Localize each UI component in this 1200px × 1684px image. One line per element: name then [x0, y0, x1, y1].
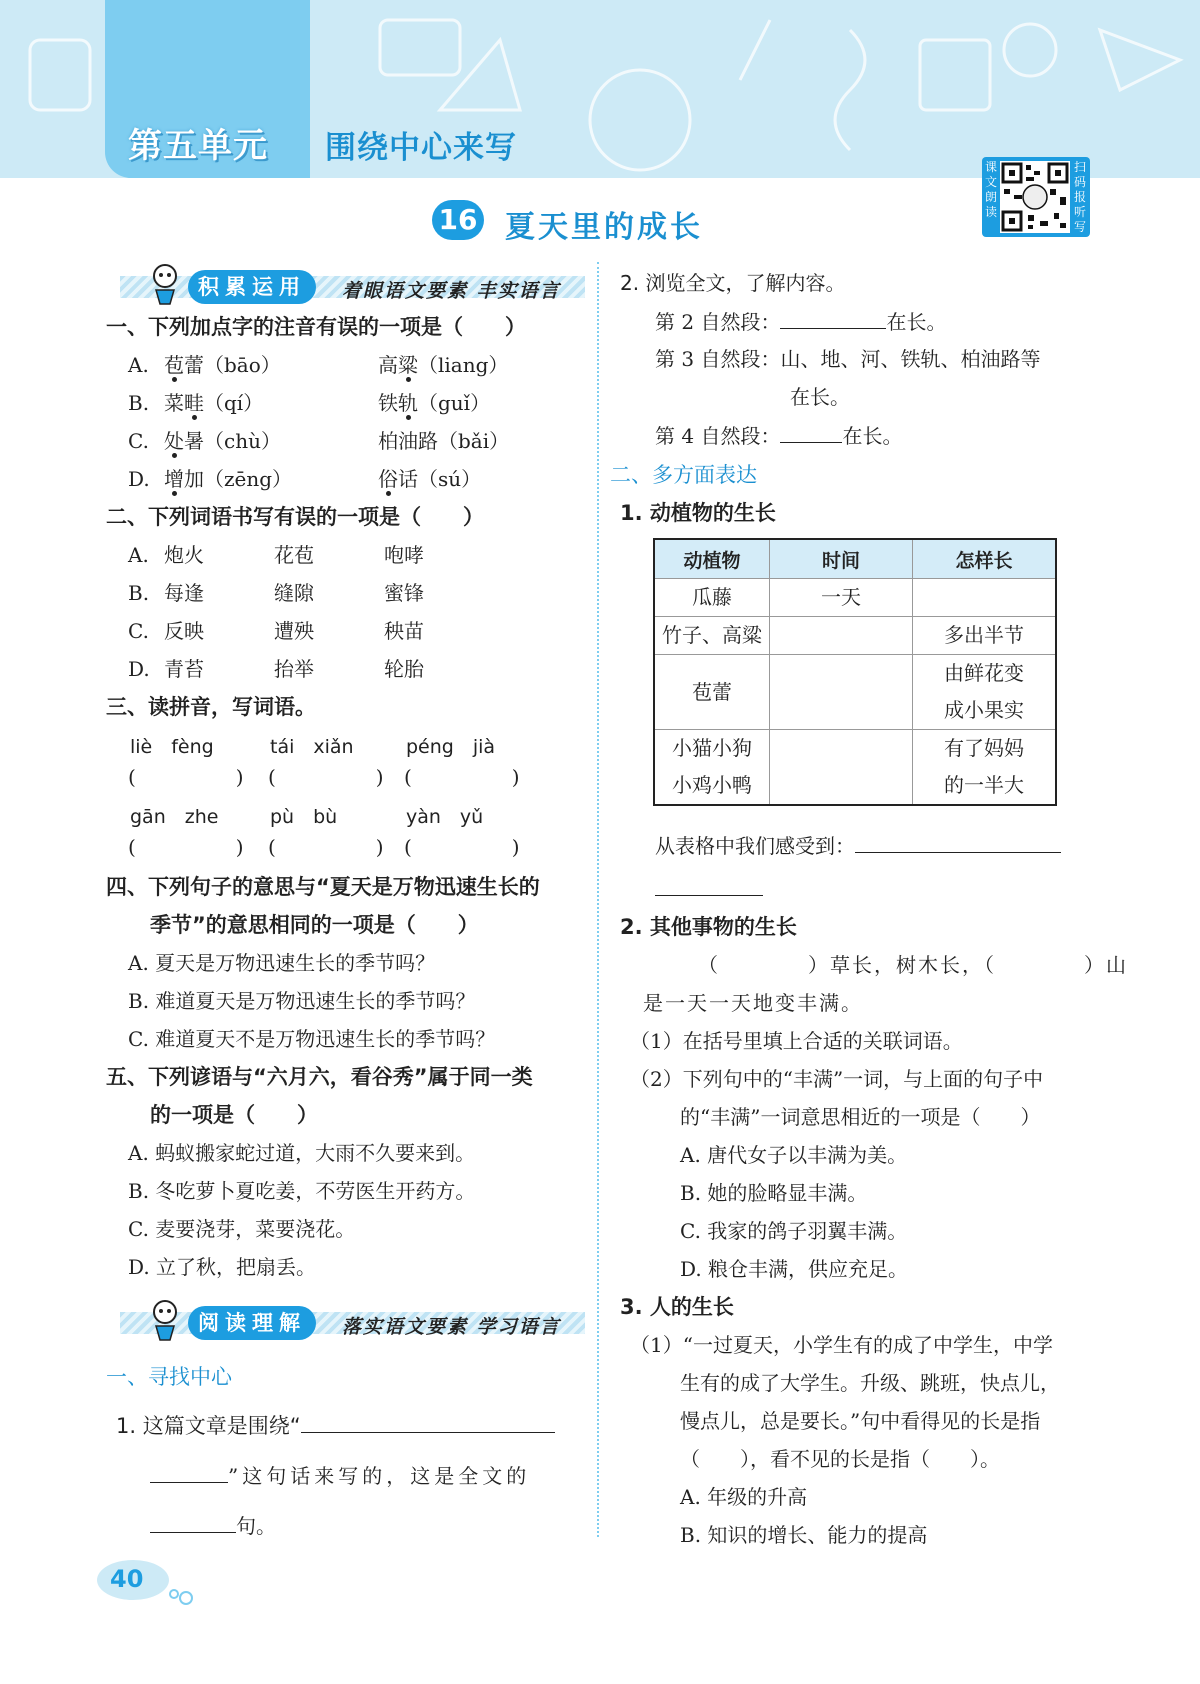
answer-parentheses[interactable]: ( ): [268, 765, 384, 789]
q1-title: 一、下列加点字的注音有误的一项是（ ）: [106, 315, 526, 339]
q5-title-line2: 的一项是（ ）: [150, 1103, 318, 1127]
table-row: [654, 655, 1056, 730]
r2-para3-line1: 第 3 自然段：山、地、河、铁轨、柏油路等: [655, 347, 1041, 371]
r1-blank-1[interactable]: [301, 1410, 555, 1433]
q2-option[interactable]: [128, 578, 424, 608]
mascot-icon: [148, 264, 182, 308]
option-word: 咆哮: [384, 543, 424, 567]
option-letter: C.: [128, 429, 149, 453]
unit-title: 第五单元: [128, 126, 268, 166]
q2-option[interactable]: [128, 540, 424, 570]
option-word: 反映: [164, 619, 204, 643]
answer-parentheses[interactable]: ( ): [128, 835, 244, 859]
option-word: 每逢: [164, 581, 204, 605]
table-cell[interactable]: [770, 730, 913, 806]
banner-motto: 着眼语文要素 丰实语言: [342, 280, 561, 302]
table-header-cell: 动植物: [654, 539, 770, 579]
answer-parentheses[interactable]: ( ): [268, 835, 384, 859]
dotted-char: 畦: [184, 391, 204, 415]
q2-title: 二、下列词语书写有误的一项是（ ）: [106, 505, 484, 529]
s2-option[interactable]: C. 我家的鸽子羽翼丰满。: [680, 1219, 908, 1243]
table-cell[interactable]: [770, 617, 913, 655]
table-feel-line: 从表格中我们感受到：: [655, 830, 1061, 861]
r2-blank-para4[interactable]: [780, 420, 842, 443]
q3-title: 三、读拼音，写词语。: [106, 695, 316, 719]
dotted-char: 苞: [164, 353, 184, 377]
q5-title-line1: 五、下列谚语与“六月六，看谷秀”属于同一类: [106, 1065, 533, 1089]
q5-option[interactable]: A. 蚂蚁搬家蛇过道，大雨不久要来到。: [128, 1141, 476, 1165]
table-cell: 竹子、高粱: [654, 617, 770, 655]
q4-option[interactable]: A. 夏天是万物迅速生长的季节吗？: [128, 951, 436, 975]
column-divider: [597, 262, 599, 1537]
reading-sec2-title: 二、多方面表达: [610, 463, 757, 487]
book-doodle: [380, 20, 460, 75]
option-word: 炮火: [164, 543, 204, 567]
option-word-1: 苞蕾（bāo）: [164, 353, 281, 377]
pinyin-item: tái xiǎn: [270, 736, 354, 758]
lesson-title: 夏天里的成长: [505, 210, 703, 245]
table-row: [654, 617, 1056, 655]
dotted-char: 增: [164, 467, 184, 491]
dotted-char: 轨: [398, 391, 418, 415]
q4-title-line2: 季节”的意思相同的一项是（ ）: [150, 913, 479, 937]
q1-option[interactable]: [128, 426, 509, 456]
growth-table: [653, 538, 1057, 806]
unit-subtitle: 围绕中心来写: [325, 130, 517, 166]
option-word-2: 俗话（sú）: [378, 467, 482, 491]
option-word: 缝隙: [274, 581, 314, 605]
q2-option[interactable]: [128, 616, 424, 646]
paper-plane-doodle: [1100, 30, 1180, 90]
option-letter: A.: [128, 543, 149, 567]
clock-doodle: [590, 70, 690, 170]
r1-line1: 1. 这篇文章是围绕“: [116, 1410, 555, 1441]
reading-sec1-title: 一、寻找中心: [106, 1365, 232, 1389]
qr-right-label: 扫码报听写: [1073, 160, 1086, 234]
table-cell[interactable]: [770, 655, 913, 730]
notebook-doodle: [920, 40, 990, 110]
section-banner-accumulate: [120, 270, 585, 304]
qr-left-label: 课文朗读: [984, 160, 997, 219]
q1-option[interactable]: [128, 350, 508, 380]
r2-para2: 第 2 自然段： 在长。: [655, 306, 946, 337]
q4-option[interactable]: C. 难道夏天不是万物迅速生长的季节吗？: [128, 1027, 496, 1051]
s2-q1: （1）在括号里填上合适的关联词语。: [630, 1029, 963, 1053]
table-cell: 小猫小狗 小鸡小鸭: [654, 730, 770, 806]
s3-q1-line3: 慢点儿，总是要长。”句中看得见的长是指: [680, 1409, 1041, 1433]
table-cell[interactable]: [913, 579, 1057, 617]
r2-blank-para2[interactable]: [780, 306, 886, 329]
option-word-2: 高粱（liang）: [378, 353, 509, 377]
table-cell: 苞蕾: [654, 655, 770, 730]
s3-q1-line1: （1）“一过夏天，小学生有的成了中学生，中学: [630, 1333, 1053, 1357]
table-cell: 由鲜花变 成小果实: [913, 655, 1057, 730]
option-word: 轮胎: [384, 657, 424, 681]
answer-parentheses[interactable]: ( ): [404, 765, 520, 789]
q2-option[interactable]: [128, 654, 424, 684]
s2-sentence-line2: 是一天一天地变丰满。: [643, 991, 863, 1015]
r2-title: 2. 浏览全文，了解内容。: [620, 271, 846, 295]
s2-option[interactable]: A. 唐代女子以丰满为美。: [680, 1143, 908, 1167]
s2-option[interactable]: D. 粮仓丰满，供应充足。: [680, 1257, 909, 1281]
q1-option[interactable]: [128, 388, 490, 418]
section-banner-reading: [120, 1306, 585, 1340]
dotted-char: 粱: [398, 353, 418, 377]
page-number: 40: [110, 1565, 144, 1593]
option-letter: D.: [128, 657, 150, 681]
r2-para3-line2: 在长。: [790, 385, 850, 409]
r1-blank-2[interactable]: [150, 1460, 228, 1483]
lesson-number-badge: 16: [432, 200, 484, 240]
option-letter: C.: [128, 619, 149, 643]
answer-parentheses[interactable]: ( ): [128, 765, 244, 789]
option-word-2: 柏油路（bǎi）: [378, 429, 510, 453]
banner-label: 积累运用: [188, 270, 316, 304]
option-word: 蜜锋: [384, 581, 424, 605]
option-word: 青苔: [164, 657, 204, 681]
option-word-1: 处暑（chù）: [164, 429, 281, 453]
table-header-cell: 怎样长: [913, 539, 1057, 579]
option-letter: A.: [128, 353, 149, 377]
table-row: [654, 730, 1056, 806]
pinyin-item: péng jià: [406, 736, 496, 758]
option-word-2: 铁轨（guǐ）: [378, 391, 491, 415]
bulb-doodle: [1004, 24, 1056, 76]
q5-option[interactable]: C. 麦要浇芽，菜要浇花。: [128, 1217, 356, 1241]
s2-q2-line2: 的“丰满”一词意思相近的一项是（ ）: [680, 1105, 1041, 1129]
dotted-char: 俗: [378, 467, 398, 491]
s2-title: 2. 其他事物的生长: [620, 915, 797, 939]
s2-q2-line1: （2）下列句中的“丰满”一词，与上面的句子中: [630, 1067, 1044, 1091]
r1-blank-3[interactable]: [150, 1510, 236, 1533]
feel-blank-1[interactable]: [855, 830, 1061, 853]
banner-label: 阅读理解: [188, 1306, 316, 1340]
table-cell: 一天: [770, 579, 913, 617]
option-word: 花苞: [274, 543, 314, 567]
option-word: 抬举: [274, 657, 314, 681]
table-row: [654, 579, 1056, 617]
r1-line3: 句。: [150, 1510, 276, 1541]
feel-blank-2[interactable]: [655, 895, 763, 896]
s2-option[interactable]: B. 她的脸略显丰满。: [680, 1181, 868, 1205]
answer-parentheses[interactable]: ( ): [404, 835, 520, 859]
banner-motto: 落实语文要素 学习语言: [342, 1316, 561, 1338]
q4-option[interactable]: B. 难道夏天是万物迅速生长的季节吗？: [128, 989, 476, 1013]
table-header-cell: 时间: [770, 539, 913, 579]
option-word: 秧苗: [384, 619, 424, 643]
r1-line2: ”这句话来写的，这是全文的: [150, 1460, 530, 1491]
option-letter: B.: [128, 391, 150, 415]
s1-title: 1. 动植物的生长: [620, 501, 776, 525]
s3-q1-line4: （ ），看不见的长是指（ ）。: [680, 1447, 1000, 1471]
option-letter: D.: [128, 467, 150, 491]
r2-para4: 第 4 自然段： 在长。: [655, 420, 902, 451]
q1-option[interactable]: [128, 464, 481, 494]
table-cell: 多出半节: [913, 617, 1057, 655]
qr-code-icon[interactable]: [1000, 161, 1070, 233]
option-word: 遭殃: [274, 619, 314, 643]
table-cell: 瓜藤: [654, 579, 770, 617]
s3-title: 3. 人的生长: [620, 1295, 734, 1319]
backpack-doodle: [30, 40, 90, 110]
pinyin-item: yàn yǔ: [406, 806, 484, 828]
pencil-doodle: [740, 20, 770, 80]
s2-sentence-line1: （ ）草长，树木长，（ ）山: [698, 953, 1128, 977]
q5-option[interactable]: B. 冬吃萝卜夏吃姜，不劳医生开药方。: [128, 1179, 476, 1203]
pinyin-item: liè fèng: [130, 736, 214, 758]
option-word-1: 增加（zēng）: [164, 467, 293, 491]
q4-title-line1: 四、下列句子的意思与“夏天是万物迅速生长的: [106, 875, 540, 899]
dna-doodle: [835, 30, 865, 150]
mascot-icon: [148, 1300, 182, 1344]
s3-option[interactable]: A. 年级的升高: [680, 1485, 808, 1509]
option-word-1: 菜畦（qí）: [164, 391, 264, 415]
dotted-char: 处: [164, 429, 184, 453]
table-cell: 有了妈妈 的一半大: [913, 730, 1057, 806]
pinyin-item: pù bù: [270, 806, 338, 828]
s3-option[interactable]: B. 知识的增长、能力的提高: [680, 1523, 928, 1547]
pinyin-item: gān zhe: [130, 806, 219, 828]
s3-q1-line2: 生有的成了大学生。升级、跳班，快点儿，: [680, 1371, 1060, 1395]
q5-option[interactable]: D. 立了秋，把扇丢。: [128, 1255, 317, 1279]
option-letter: B.: [128, 581, 150, 605]
